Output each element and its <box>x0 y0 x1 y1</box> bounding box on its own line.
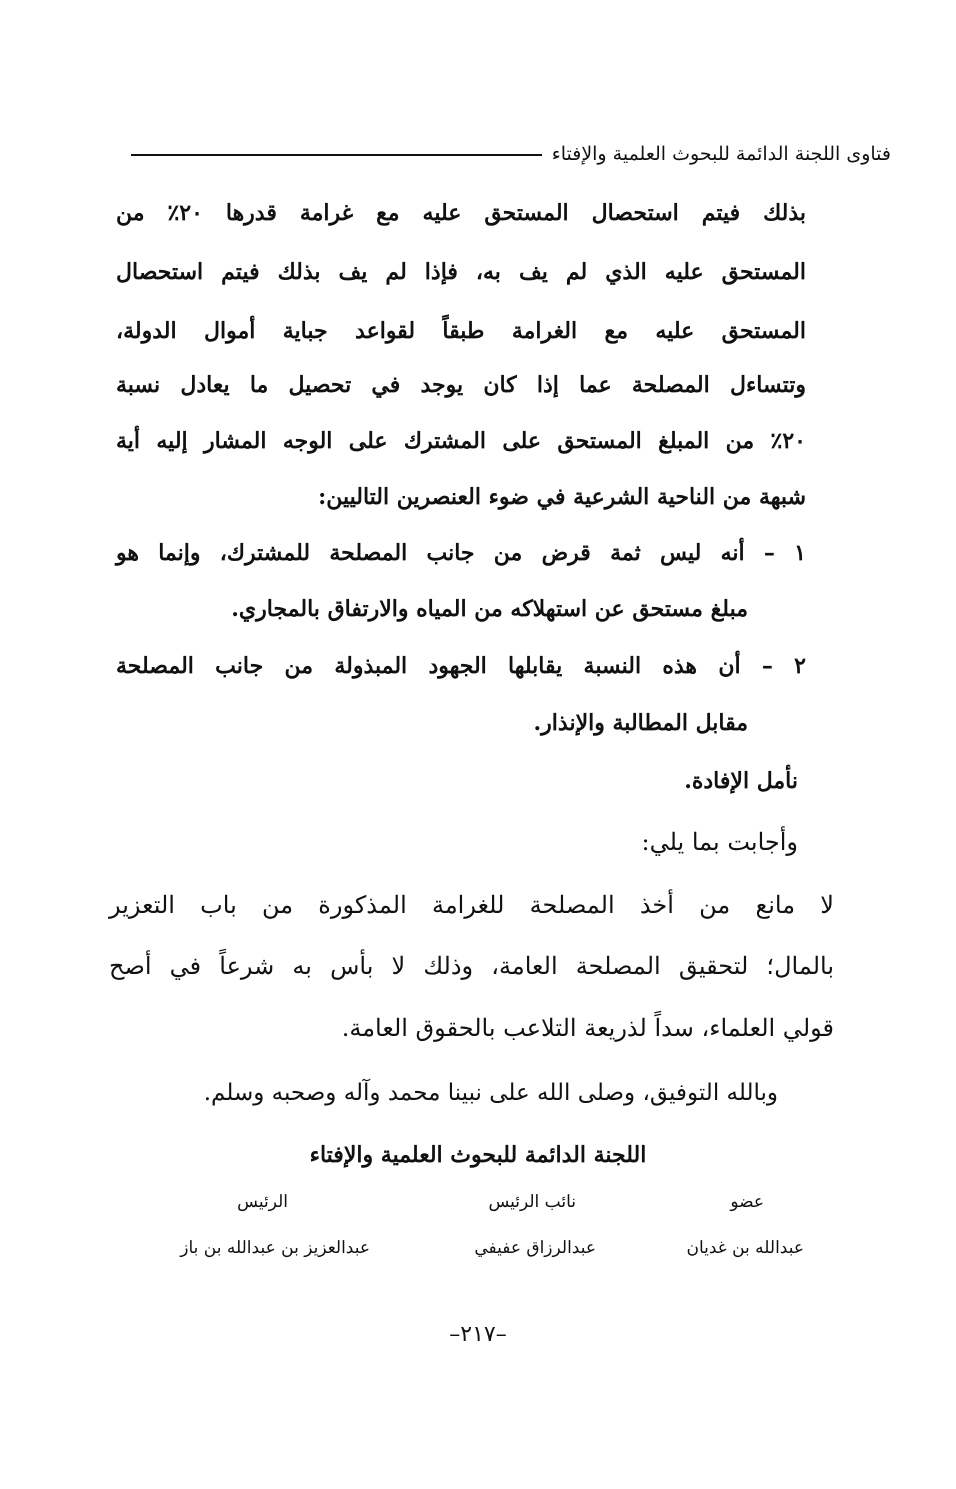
signatory-role-president: الرئيس <box>237 1192 288 1212</box>
answer-intro: وأجابت بما يلي: <box>641 828 798 856</box>
question-line-4: وتتساءل المصلحة عما إذا كان يوجد في تحصيل ما يعادل نسبة <box>116 372 806 398</box>
signatory-name-vice-president: عبدالرزاق عفيفي <box>474 1238 596 1258</box>
answer-line-1: لا مانع من أخذ المصلحة للغرامة المذكورة من باب التعزير <box>109 891 834 919</box>
question-line-5: ٢٠٪ من المبلغ المستحق على المشترك على الوجه المشار إليه أية <box>116 428 806 454</box>
list-item-1-continuation: مبلغ مستحق عن استهلاكه من المياه والارتفاق بالمجاري. <box>231 596 748 622</box>
page-number: –٢١٧– <box>449 1322 507 1347</box>
answer-line-3: قولي العلماء، سداً لذريعة التلاعب بالحقوق العامة. <box>341 1014 834 1042</box>
question-line-3: المستحق عليه مع الغرامة طبقاً لقواعد جباية أموال الدولة، <box>116 318 806 344</box>
signatory-role-vice-president: نائب الرئيس <box>488 1192 576 1212</box>
question-line-1: بذلك فيتم استحصال المستحق عليه مع غرامة قدرها ٢٠٪ من <box>116 200 806 226</box>
running-header <box>131 136 891 172</box>
list-item-2-continuation: مقابل المطالبة والإنذار. <box>533 710 748 736</box>
list-item-2: ٢ – أن هذه النسبة يقابلها الجهود المبذولة من جانب المصلحة <box>116 653 806 679</box>
closing-salutation: وبالله التوفيق، وصلى الله على نبينا محمد وآله وصحبه وسلم. <box>203 1080 778 1106</box>
question-line-6: شبهة من الناحية الشرعية في ضوء العنصرين التاليين: <box>318 484 806 510</box>
committee-name: اللجنة الدائمة للبحوث العلمية والإفتاء <box>309 1142 647 1168</box>
header-title: فتاوى اللجنة الدائمة للبحوث العلمية والإفتاء <box>551 143 891 165</box>
question-closing: نأمل الإفادة. <box>684 768 798 794</box>
question-line-2: المستحق عليه الذي لم يف به، فإذا لم يف بذلك فيتم استحصال <box>116 259 806 285</box>
signatory-name-president: عبدالعزيز بن عبدالله بن باز <box>180 1238 370 1258</box>
list-item-1: ١ – أنه ليس ثمة قرض من جانب المصلحة للمشترك، وإنما هو <box>116 540 806 566</box>
signatory-name-member: عبدالله بن غديان <box>686 1238 804 1258</box>
answer-line-2: بالمال؛ لتحقيق المصلحة العامة، وذلك لا بأس به شرعاً في أصح <box>109 952 834 980</box>
signatory-role-member: عضو <box>730 1192 764 1212</box>
header-rule <box>131 154 542 156</box>
